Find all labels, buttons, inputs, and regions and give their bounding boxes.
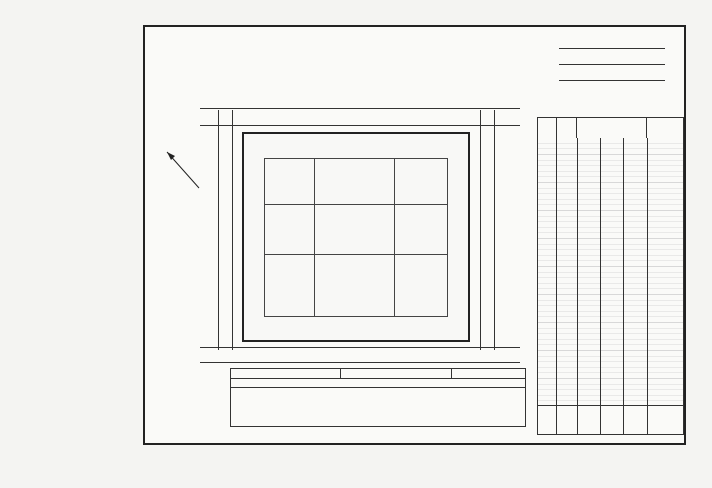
table-col-line — [623, 138, 624, 434]
street-line-west — [218, 110, 219, 350]
col-parcela — [538, 118, 557, 138]
surface-table — [537, 117, 684, 435]
col-lote — [557, 118, 578, 138]
city-block — [242, 132, 470, 342]
cadastral-row-manzana — [559, 65, 665, 81]
street-line-north-2 — [200, 125, 520, 126]
inner-line-h — [264, 204, 448, 205]
cadastral-row-seccion — [559, 49, 665, 65]
services-table — [230, 368, 526, 428]
inner-line-v — [314, 158, 315, 316]
services-col-headers — [230, 379, 526, 388]
inner-line-h — [264, 316, 448, 317]
surface-rows — [538, 138, 683, 406]
north-arrow-icon — [163, 148, 203, 193]
col-superficie — [577, 118, 647, 138]
inner-line-h — [264, 158, 448, 159]
inner-line-v — [264, 158, 265, 316]
street-line-south-2 — [200, 362, 520, 363]
cadastral-box — [559, 33, 665, 83]
angles-title — [452, 369, 526, 378]
services-table-titles — [230, 368, 526, 379]
street-line-south — [200, 347, 520, 348]
map-code — [144, 32, 162, 82]
table-col-line — [577, 138, 578, 434]
inner-line-h — [264, 254, 448, 255]
street-line-west-2 — [232, 110, 233, 350]
street-line-north — [200, 108, 520, 109]
street-line-east-2 — [494, 110, 495, 350]
table-col-line — [647, 138, 648, 434]
inner-line-v — [447, 158, 448, 316]
inner-line-v — [394, 158, 395, 316]
table-col-line — [556, 138, 557, 434]
distances-title — [341, 369, 451, 378]
surface-table-header — [538, 118, 683, 139]
surface-table-footer — [538, 405, 683, 434]
col-unidad — [647, 118, 683, 138]
services-streets — [230, 388, 526, 427]
street-line-east — [480, 110, 481, 350]
cadastral-row-circ — [559, 33, 665, 49]
services-title — [231, 369, 341, 378]
table-col-line — [600, 138, 601, 434]
